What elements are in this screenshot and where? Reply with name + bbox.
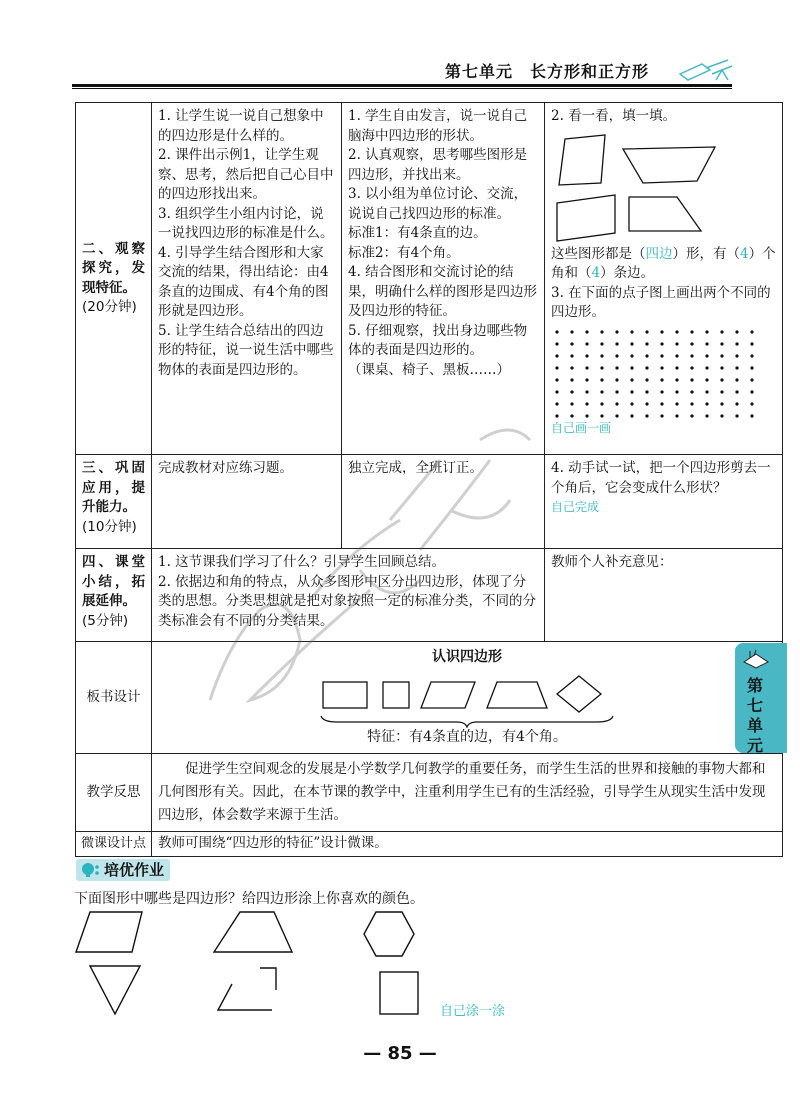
grid-dot	[555, 342, 558, 345]
grid-dot	[660, 330, 663, 333]
student-step: 1. 学生自由发言，说一说自己脑海中四边形的形状。	[348, 108, 528, 144]
exercise-hint: 自己完成	[551, 500, 600, 514]
grid-dot	[555, 402, 558, 405]
grid-dot	[660, 390, 663, 393]
summary-cell	[152, 549, 545, 642]
hw-triangle	[90, 966, 140, 1014]
grid-dot	[570, 378, 573, 381]
grid-dot	[585, 402, 588, 405]
grid-dot	[645, 342, 648, 345]
reflection-label: 教学反思	[76, 754, 152, 832]
student-step: 2. 认真观察，思考哪些图形是四边形，并找出来。	[348, 147, 528, 183]
stage-title: 四、课堂小结，拓展延伸。	[82, 554, 145, 609]
shape-trapezoid	[623, 147, 715, 183]
grid-dot	[720, 390, 723, 393]
grid-dot	[600, 342, 603, 345]
grid-dot	[705, 402, 708, 405]
shape-quadrilateral	[629, 197, 701, 231]
board-label: 板书设计	[76, 642, 152, 754]
grid-dot	[750, 402, 753, 405]
grid-dot	[720, 414, 723, 417]
grid-dot	[735, 354, 738, 357]
hw-square	[380, 972, 418, 1014]
grid-dot	[750, 366, 753, 369]
grid-dot	[675, 402, 678, 405]
summary-step: 2. 依据边和角的特点，从众多图形中区分出四边形，体现了分类的思想。分类思想就是把对象按照一定的标准分类，不同的分类标准会有不同的分类结果。	[158, 573, 536, 629]
student-step: 标准1：有4条直的边。	[348, 225, 487, 241]
student-activity-cell	[342, 103, 545, 455]
unit-side-tab-label: 第七单元	[746, 676, 763, 755]
grid-dot	[570, 414, 573, 417]
table-row	[76, 455, 783, 549]
grid-dot	[675, 366, 678, 369]
teacher-step: 2. 课件出示例1，让学生观察、思考，然后把自己心目中的四边形找出来。	[158, 147, 334, 202]
quadrilateral-figures	[551, 131, 771, 243]
grid-dot	[690, 354, 693, 357]
stage-title: 三、巩固应用，提升能力。	[82, 460, 145, 515]
grid-dot	[690, 366, 693, 369]
grid-dot	[585, 354, 588, 357]
grid-dot	[720, 402, 723, 405]
board-title: 认识四边形	[432, 649, 502, 665]
board-trapezoid	[487, 682, 547, 708]
grid-dot	[630, 414, 633, 417]
grid-dot	[645, 330, 648, 333]
grid-dot	[690, 378, 693, 381]
grid-dot	[735, 390, 738, 393]
grid-dot	[675, 342, 678, 345]
grid-dot	[675, 390, 678, 393]
dot-grid[interactable]	[551, 327, 761, 421]
grid-dot	[705, 378, 708, 381]
grid-dot	[600, 354, 603, 357]
stage-title: 二、观察探究，发现特征。	[82, 240, 145, 296]
exercise-cell	[545, 103, 783, 455]
student-step: 5. 仔细观察，找出身边哪些物体的表面是四边形的。	[348, 322, 528, 358]
summary-step: 1. 这节课我们学习了什么？引导学生回顾总结。	[158, 554, 446, 570]
grid-dot	[615, 354, 618, 357]
grid-dot	[750, 354, 753, 357]
homework-title: 培优作业	[104, 861, 165, 879]
grid-dot	[690, 402, 693, 405]
teacher-activity-cell: 完成教材对应练习题。	[152, 455, 342, 549]
teacher-activity-cell	[152, 103, 342, 455]
grid-dot	[630, 342, 633, 345]
teacher-note-cell: 教师个人补充意见：	[545, 549, 783, 642]
grid-dot	[735, 414, 738, 417]
grid-dot	[660, 414, 663, 417]
grid-dot	[615, 342, 618, 345]
grid-dot	[630, 390, 633, 393]
grid-dot	[675, 354, 678, 357]
grid-dot	[615, 390, 618, 393]
stage-cell-apply	[76, 455, 152, 549]
grid-dot	[645, 366, 648, 369]
grid-dot	[735, 366, 738, 369]
grid-dot	[720, 366, 723, 369]
grid-dot	[630, 366, 633, 369]
grid-dot	[735, 402, 738, 405]
grid-dot	[600, 378, 603, 381]
grid-dot	[585, 414, 588, 417]
grid-dot	[585, 366, 588, 369]
grid-dot	[555, 354, 558, 357]
grid-dot	[705, 390, 708, 393]
grid-dot	[555, 378, 558, 381]
answer-blank[interactable]: 4	[740, 245, 749, 262]
grid-dot	[735, 330, 738, 333]
board-brace	[321, 716, 613, 727]
grid-dot	[750, 330, 753, 333]
grid-dot	[750, 414, 753, 417]
grid-dot	[690, 390, 693, 393]
grid-dot	[735, 342, 738, 345]
grid-dot	[555, 366, 558, 369]
exercise-cell	[545, 455, 783, 549]
header-rule-thin	[72, 88, 732, 89]
grid-dot	[630, 378, 633, 381]
grid-dot	[645, 402, 648, 405]
grid-dot	[750, 342, 753, 345]
grid-dot	[705, 414, 708, 417]
fill-text: ）条边。	[600, 265, 655, 281]
grid-dot	[600, 390, 603, 393]
unit-header-title: 第七单元 长方形和正方形	[445, 62, 650, 81]
lightbulb-icon	[80, 861, 102, 879]
grid-dot	[600, 330, 603, 333]
grid-dot	[720, 342, 723, 345]
grid-dot	[585, 342, 588, 345]
fill-text: 这些图形都是（	[551, 245, 646, 262]
answer-blank[interactable]: 4	[591, 265, 601, 281]
fill-blank-sentence	[551, 245, 776, 284]
board-shapes	[317, 670, 617, 728]
homework-question: 下面图形中哪些是四边形？给四边形涂上你喜欢的颜色。	[74, 891, 424, 907]
student-step: 标准2：有4个角。	[348, 244, 460, 261]
grid-dot	[720, 330, 723, 333]
grid-dot	[660, 366, 663, 369]
pencil-decoration-icon	[676, 56, 736, 86]
grid-dot	[630, 402, 633, 405]
board-feature: 特征：有4条直的边，有4个角。	[367, 728, 567, 745]
grid-dot	[585, 330, 588, 333]
grid-dot	[705, 342, 708, 345]
table-row	[76, 754, 783, 832]
hw-open-shape	[218, 968, 276, 1010]
board-design-cell	[152, 642, 783, 754]
grid-dot	[570, 390, 573, 393]
grid-dot	[615, 330, 618, 333]
grid-dot	[690, 342, 693, 345]
shape-parallelogram	[559, 135, 605, 185]
student-step: （课桌、椅子、黑板……）	[348, 361, 510, 378]
grid-dot	[705, 354, 708, 357]
grid-dot	[555, 414, 558, 417]
grid-dot	[660, 378, 663, 381]
grid-dot	[585, 378, 588, 381]
stage-time: (10分钟)	[82, 518, 137, 535]
student-step: 3. 以小组为单位讨论、交流，说说自己找四边形的标准。	[348, 186, 528, 222]
grid-dot	[645, 378, 648, 381]
grid-dot	[570, 342, 573, 345]
grid-dot	[660, 342, 663, 345]
grid-dot	[630, 330, 633, 333]
grid-dot	[675, 414, 678, 417]
exercise-question: 3. 在下面的点子图上画出两个不同的四边形。	[551, 284, 771, 320]
page-number: — 85 —	[363, 1043, 437, 1064]
grid-dot	[615, 414, 618, 417]
hw-hexagon	[364, 912, 414, 956]
grid-dot	[690, 330, 693, 333]
grid-dot	[630, 354, 633, 357]
grid-dot	[705, 366, 708, 369]
student-step: 4. 结合图形和交流讨论的结果，明确什么样的图形是四边形及四边形的特征。	[348, 264, 537, 319]
grid-dot	[660, 402, 663, 405]
reflection-text: 促进学生空间观念的发展是小学数学几何教学的重要任务，而学生生活的世界和接触的事物大都和几何图形有关。因此，在本节课的教学中，注重利用学生已有的生活经验，引导学生从现实生活中发现四边形，体会数学来源于生活。	[152, 754, 783, 832]
board-square	[383, 682, 409, 708]
grid-dot	[720, 354, 723, 357]
grid-dot	[615, 402, 618, 405]
stage-time: (5分钟)	[82, 612, 129, 629]
grid-dot	[570, 330, 573, 333]
board-rhombus	[557, 676, 601, 712]
stage-time: (20分钟)	[82, 299, 137, 315]
exercise-question: 4. 动手试一试，把一个四边形剪去一个角后，它会变成什么形状？	[551, 460, 771, 496]
grid-dot	[675, 330, 678, 333]
board-rectangle	[323, 682, 367, 708]
table-row	[76, 832, 783, 857]
teacher-step: 1. 让学生说一说自己想象中的四边形是什么样的。	[158, 108, 324, 144]
grid-dot	[705, 330, 708, 333]
fill-text: ）个角和（	[551, 245, 776, 281]
grid-dot	[600, 402, 603, 405]
teacher-step: 4. 引导学生结合图形和大家交流的结果，得出结论：由4条直的边围成、有4个角的图形就是四边形。	[158, 244, 329, 319]
teacher-step: 3. 组织学生小组内讨论，说一说找四边形的标准是什么。	[158, 205, 334, 241]
homework-shapes[interactable]	[70, 910, 450, 1022]
stage-cell-summary	[76, 549, 152, 642]
answer-blank[interactable]: 四边	[645, 245, 673, 262]
homework-hint: 自己涂一涂	[440, 1004, 506, 1019]
grid-dot	[615, 378, 618, 381]
shape-rectangle	[557, 195, 615, 241]
grid-dot	[690, 414, 693, 417]
grid-dot	[570, 354, 573, 357]
grid-dot	[585, 390, 588, 393]
grid-dot	[645, 390, 648, 393]
grid-dot	[660, 354, 663, 357]
table-row	[76, 642, 783, 754]
grid-dot	[645, 414, 648, 417]
board-parallelogram	[421, 682, 475, 708]
grid-dot	[645, 354, 648, 357]
exercise-hint: 自己画一画	[551, 420, 612, 435]
micro-label: 微课设计点	[76, 832, 152, 857]
fill-text: ）形，有（	[672, 245, 740, 262]
exercise-question: 2. 看一看，填一填。	[551, 108, 677, 124]
student-activity-cell: 独立完成，全班订正。	[342, 455, 545, 549]
grid-dot	[720, 378, 723, 381]
grid-dot	[555, 390, 558, 393]
grid-dot	[570, 402, 573, 405]
grid-dot	[615, 366, 618, 369]
teacher-step: 5. 让学生结合总结出的四边形的特征，说一说生活中哪些物体的表面是四边形的。	[158, 322, 334, 378]
grid-dot	[555, 330, 558, 333]
table-row	[76, 549, 783, 642]
header-rule	[72, 84, 732, 87]
hw-trapezoid	[214, 912, 292, 952]
grid-dot	[750, 378, 753, 381]
grid-dot	[600, 366, 603, 369]
grid-dot	[735, 378, 738, 381]
book-icon	[742, 648, 770, 670]
grid-dot	[600, 414, 603, 417]
micro-text: 教师可围绕“四边形的特征”设计微课。	[152, 832, 783, 857]
stage-cell-explore	[76, 103, 152, 455]
hw-parallelogram	[76, 912, 142, 952]
grid-dot	[570, 366, 573, 369]
table-row	[76, 103, 783, 455]
lesson-plan-table	[75, 102, 783, 857]
grid-dot	[750, 390, 753, 393]
grid-dot	[675, 378, 678, 381]
